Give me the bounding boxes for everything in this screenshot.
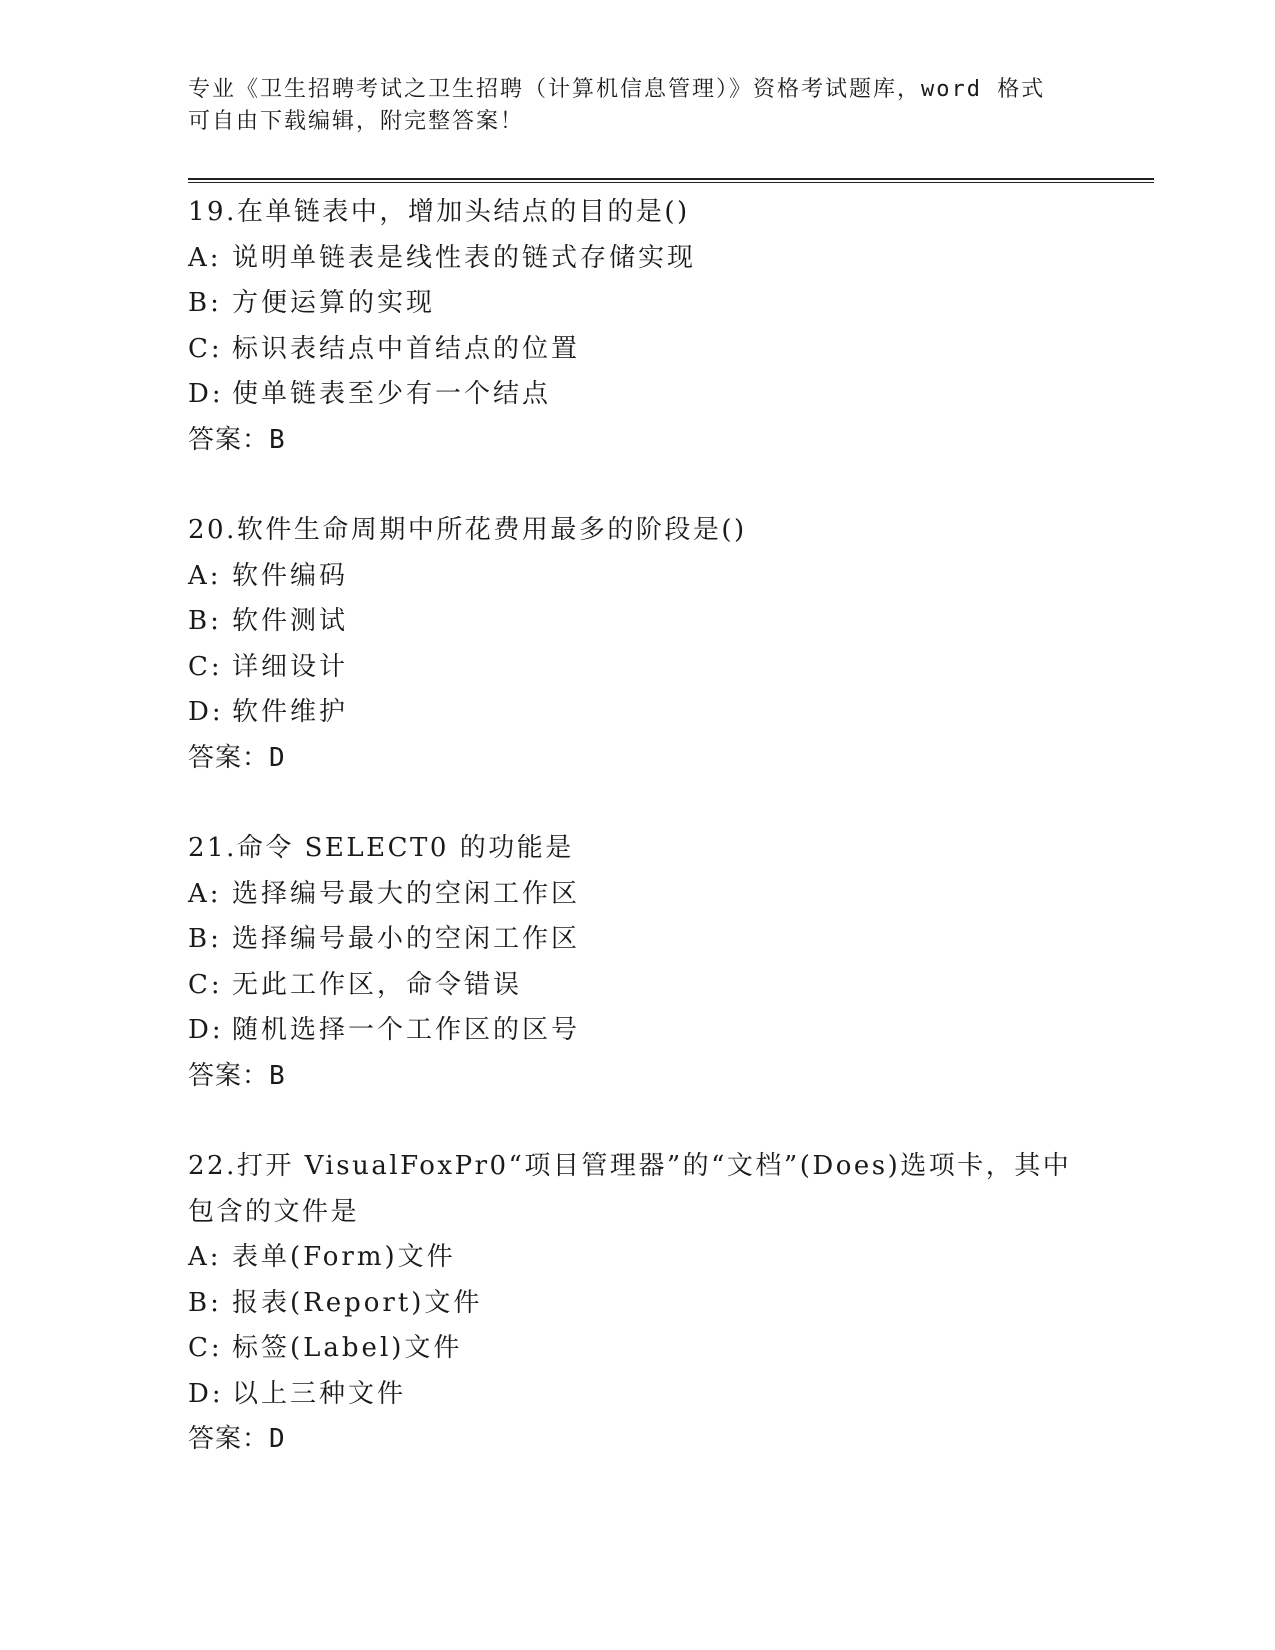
- option-letter: C:: [188, 969, 223, 1000]
- option-text: 报表(Report)文件: [232, 1287, 483, 1318]
- option-text: 标识表结点中首结点的位置: [232, 333, 581, 364]
- option-b: [188, 599, 1088, 645]
- answer-line: [188, 418, 1088, 464]
- option-text: 表单(Form)文件: [232, 1242, 456, 1272]
- option-a: [188, 236, 1088, 282]
- header-line-2: 可自由下载编辑，附完整答案！: [188, 109, 525, 134]
- question-22: [188, 1144, 1088, 1463]
- header-line-1: 专业《卫生招聘考试之卫生招聘（计算机信息管理）》资格考试题库，word 格式: [188, 77, 1046, 102]
- option-letter: B:: [188, 606, 222, 636]
- option-d: [188, 372, 1088, 418]
- option-letter: C:: [188, 1333, 223, 1363]
- option-text: 选择编号最大的空闲工作区: [232, 878, 581, 909]
- option-text: 方便运算的实现: [232, 288, 436, 318]
- answer-value: D: [269, 742, 286, 773]
- answer-line: [188, 736, 1088, 782]
- option-text: 无此工作区，命令错误: [232, 969, 523, 1000]
- question-19: [188, 190, 1088, 463]
- option-text: 软件维护: [232, 697, 349, 727]
- option-letter: D:: [188, 1015, 224, 1045]
- option-text: 说明单链表是线性表的链式存储实现: [232, 242, 697, 273]
- option-letter: B:: [188, 1287, 222, 1318]
- option-letter: C:: [188, 651, 223, 682]
- question-stem: 22.打开 VisualFoxPr0“项目管理器”的“文档”(Does)选项卡，其中包含的文件是: [188, 1151, 1072, 1227]
- question-stem: 21.命令 SELECT0 的功能是: [188, 833, 574, 863]
- option-letter: A:: [188, 1242, 222, 1272]
- option-d: [188, 690, 1088, 736]
- question-21: [188, 826, 1088, 1099]
- option-text: 标签(Label)文件: [232, 1333, 463, 1363]
- option-text: 软件编码: [232, 560, 349, 591]
- option-b: [188, 917, 1088, 963]
- answer-value: B: [269, 1060, 286, 1091]
- option-letter: B:: [188, 288, 222, 318]
- document-header: [188, 74, 1068, 138]
- question-stem: 20.软件生命周期中所花费用最多的阶段是(): [188, 515, 747, 545]
- header-divider-thin: [188, 182, 1154, 183]
- answer-label: 答案：: [188, 1060, 270, 1091]
- question-stem: 19.在单链表中，增加头结点的目的是(): [188, 197, 690, 227]
- option-text: 以上三种文件: [232, 1378, 407, 1409]
- option-d: [188, 1008, 1088, 1054]
- option-letter: B:: [188, 924, 222, 954]
- option-letter: A:: [188, 242, 222, 273]
- option-letter: D:: [188, 1378, 224, 1409]
- option-text: 随机选择一个工作区的区号: [232, 1015, 581, 1045]
- answer-label: 答案：: [188, 742, 270, 773]
- answer-value: B: [269, 424, 286, 455]
- option-letter: C:: [188, 333, 223, 364]
- option-letter: A:: [188, 560, 222, 591]
- option-letter: D:: [188, 379, 224, 409]
- option-c: [188, 645, 1088, 691]
- option-text: 软件测试: [232, 606, 349, 636]
- answer-line: [188, 1054, 1088, 1100]
- header-divider-thick: [188, 178, 1154, 180]
- answer-label: 答案：: [188, 1424, 270, 1454]
- answer-value: D: [269, 1424, 286, 1454]
- option-a: [188, 554, 1088, 600]
- option-c: [188, 1326, 1088, 1372]
- question-20: [188, 508, 1088, 781]
- answer-label: 答案：: [188, 424, 270, 455]
- option-letter: D:: [188, 697, 224, 727]
- option-b: [188, 1281, 1088, 1327]
- option-letter: A:: [188, 878, 222, 909]
- option-c: [188, 963, 1088, 1009]
- option-c: [188, 327, 1088, 373]
- option-text: 选择编号最小的空闲工作区: [232, 924, 581, 954]
- answer-line: [188, 1417, 1088, 1463]
- option-text: 使单链表至少有一个结点: [232, 379, 552, 409]
- option-d: [188, 1372, 1088, 1418]
- question-list: [188, 190, 1088, 1508]
- option-text: 详细设计: [232, 651, 349, 682]
- option-a: [188, 872, 1088, 918]
- option-b: [188, 281, 1088, 327]
- option-a: [188, 1235, 1088, 1281]
